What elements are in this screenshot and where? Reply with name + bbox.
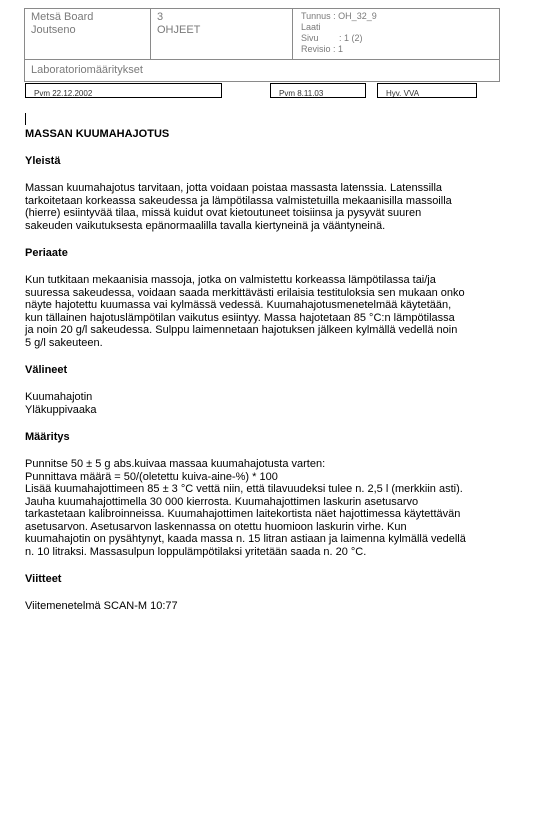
doc-meta-cell xyxy=(293,9,499,59)
date-modified: Pvm 8.11.03 xyxy=(279,89,324,98)
text-line: Massan kuumahajotus tarvitaan, jotta voidaan poistaa massasta latenssia. Latenssilla xyxy=(25,182,443,194)
document-body xyxy=(25,128,515,628)
approved-box xyxy=(377,83,477,98)
text-line: Jauha kuumahajottimella 30 000 kierrosta. Kuumahajottimen laskurin asetusarvo xyxy=(25,495,419,508)
text-line: asetusarvon. Asetusarvon laskennassa on otettu huomioon laskurin virhe. Kun xyxy=(25,520,407,533)
text-line: Kuumahajotin xyxy=(25,391,93,403)
section-paragraph xyxy=(25,600,515,613)
revision: Revisio : 1 xyxy=(301,44,344,54)
document-header xyxy=(24,8,500,82)
section-paragraph xyxy=(25,391,515,416)
department-name: Laboratoriomääritykset xyxy=(31,64,143,76)
text-line: n. 10 litraksi. Massasulpun loppulämpötilaksi yritetään saada n. 20 °C. xyxy=(25,545,367,558)
text-line: (hierre) esiintyvää tilaa, missä kuidut ovat kietoutuneet toisiinsa ja pysyvät suuren xyxy=(25,207,422,219)
text-line: Punnitse 50 ± 5 g abs.kuivaa massaa kuumahajotusta varten: xyxy=(25,458,326,470)
company-name: Metsä Board xyxy=(31,11,94,23)
text-line: ja noin 20 g/l sakeudessa. Sulppu laimennetaan hajotuksen jälkeen kylmällä vedellä noin xyxy=(25,324,458,336)
document-title: MASSAN KUUMAHAJOTUS xyxy=(25,128,170,140)
doc-type-cell xyxy=(151,9,293,59)
section-heading: Viitteet xyxy=(25,573,62,585)
text-line: kuumahajotin on pysähtynyt, kaada massa n. 15 litran astiaan ja laimenna kylmällä vedellä xyxy=(25,533,466,545)
text-line: suuressa sakeudessa, voidaan saada merkittävästi erilaisia testituloksia sen mukaan onko xyxy=(25,286,465,299)
date-created: Pvm 22.12.2002 xyxy=(34,89,93,98)
section-heading: Yleistä xyxy=(25,155,61,167)
text-line: 5 g/l sakeuteen. xyxy=(25,336,103,349)
company-site: Joutseno xyxy=(31,24,76,36)
text-cursor xyxy=(25,113,26,125)
date-created-box xyxy=(25,83,222,98)
section-paragraph xyxy=(25,458,515,558)
section-paragraph xyxy=(25,274,515,349)
doc-id: Tunnus : OH_32_9 xyxy=(301,11,377,21)
section-paragraph xyxy=(25,182,515,232)
text-line: Yläkuppivaaka xyxy=(25,403,97,416)
date-modified-box xyxy=(270,83,366,98)
sections-container xyxy=(25,155,515,613)
section-heading: Periaate xyxy=(25,247,68,259)
company-cell xyxy=(25,9,151,59)
text-line: kun tällainen hajotuslämpötilan vaikutus esiintyy. Massa hajotetaan 85 °C:n lämpötilassa xyxy=(25,311,455,324)
text-line: Kun tutkitaan mekaanisia massoja, jotka on valmistettu korkeassa lämpötilassa tai/ja xyxy=(25,274,436,286)
approved-by: Hyv. VVA xyxy=(386,89,420,98)
text-line: tarkastetaan kalibroinneissa. Kuumahajottimen laitekortista näet hajottimessa käytettävän xyxy=(25,508,461,520)
doc-number: 3 xyxy=(157,11,164,23)
author-label: Laati xyxy=(301,22,321,32)
text-line: näyte hajotettu kuumassa vai kylmässä vedessä. Kuumahajotusmenetelmää käytetään, xyxy=(25,299,452,311)
doc-type: OHJEET xyxy=(157,24,201,36)
text-line: Lisää kuumahajottimeen 85 ± 3 °C vettä niin, että tilavuudeksi tulee n. 2,5 l (merkkiin asti). xyxy=(25,483,463,495)
section-heading: Välineet xyxy=(25,364,68,376)
department-cell xyxy=(25,59,499,82)
text-line: Punnittava määrä = 50/(oletettu kuiva-aine-%) * 100 xyxy=(25,470,278,483)
page-value: : 1 (2) xyxy=(339,33,363,43)
section-heading: Määritys xyxy=(25,431,70,443)
page-info xyxy=(301,33,491,44)
text-line: Viitemenetelmä SCAN-M 10:77 xyxy=(25,600,178,612)
text-line: tarkoitetaan korkeassa sakeudessa ja lämpötilassa valmistetuilla mekaanisilla massoilla xyxy=(25,194,452,207)
page-label: Sivu xyxy=(301,33,319,43)
text-line: sakeuden vaikutuksesta epänormaalilla tavalla kiertyneinä ja vääntyneinä. xyxy=(25,219,386,232)
